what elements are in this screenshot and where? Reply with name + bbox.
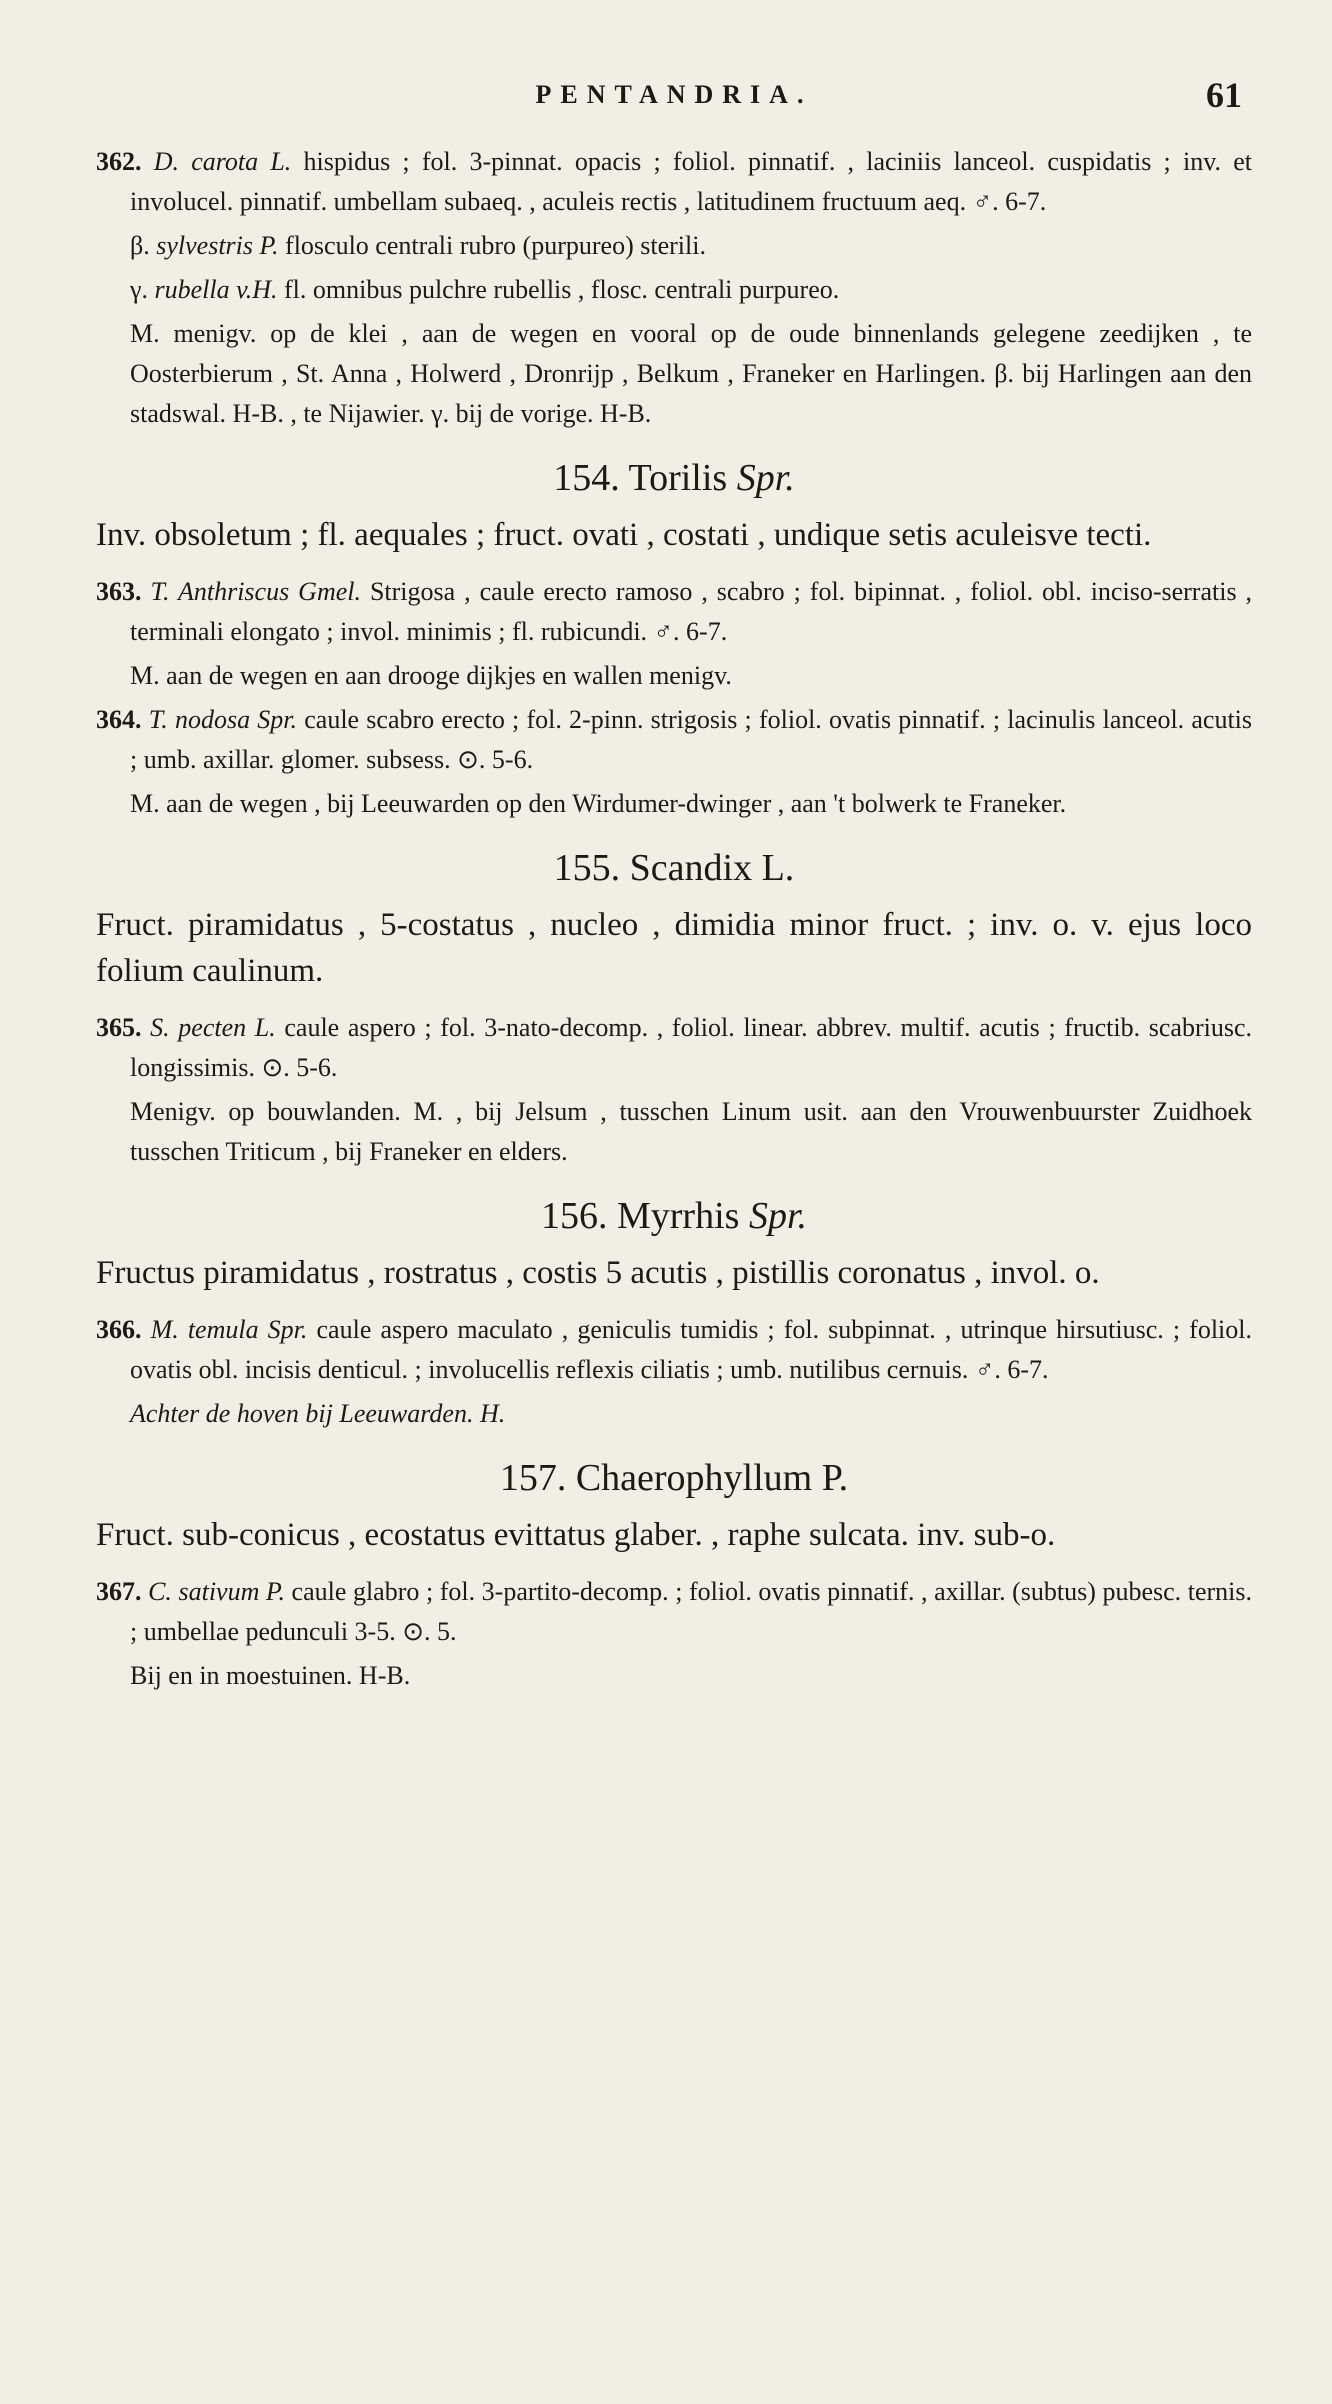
species-number: 363. (96, 577, 142, 606)
genus-title: 155. Scandix L. (553, 847, 795, 889)
species-number: 365. (96, 1013, 142, 1042)
species-entry (96, 1310, 1252, 1390)
genus-author: Spr. (736, 457, 795, 499)
genus-title: 154. Torilis (553, 457, 728, 499)
species-number: 362. (96, 147, 142, 176)
genus-description: Fruct. piramidatus , 5-costatus , nucleo , dimidia minor fruct. ; inv. o. v. ejus loco folium caulinum. (96, 907, 1252, 989)
locality-note: M. menigv. op de klei , aan de wegen en vooral op de oude binnenlands gelegene zeedijken , te Oosterbierum , St. Anna , Holwerd , Dronrijp , Belkum , Franeker en Harlingen. β. bij Harlingen aan den stadswal. H-B. , te Nijawier. γ. bij de vorige. H-B. (130, 319, 1252, 428)
species-diagnosis: caule glabro ; fol. 3-partito-decomp. ; foliol. ovatis pinnatif. , axillar. (subtus) pubesc. ternis. ; umbellae pedunculi 3-5. ⊙. 5. (130, 1577, 1253, 1646)
locality-note: Bij en in moestuinen. H-B. (130, 1661, 411, 1690)
genus-description: Inv. obsoletum ; fl. aequales ; fruct. ovati , costati , undique setis aculeisve tecti. (96, 517, 1152, 553)
species-number: 364. (96, 705, 142, 734)
genus-title: 157. Chaerophyllum P. (499, 1457, 849, 1499)
genus-heading (96, 1194, 1252, 1238)
species-name: S. pecten L. (150, 1013, 276, 1042)
species-diagnosis: hispidus ; fol. 3-pinnat. opacis ; foliol. pinnatif. , laciniis lanceol. cuspidatis ; inv. et involucel. pinnatif. umbellam subaeq. , aculeis rectis , latitudinem fructuum aeq. ♂. 6-7. (130, 147, 1253, 216)
variety-entry (96, 270, 1252, 310)
page-number: 61 (1206, 75, 1242, 115)
species-name: T. nodosa Spr. (148, 705, 298, 734)
species-number: 367. (96, 1577, 142, 1606)
running-head: PENTANDRIA. (535, 80, 813, 109)
species-diagnosis: caule aspero ; fol. 3-nato-decomp. , foliol. linear. abbrev. multif. acutis ; fructib. scabriusc. longissimis. ⊙. 5-6. (130, 1013, 1252, 1082)
species-name: T. Anthriscus Gmel. (150, 577, 361, 606)
variety-label: γ. (130, 275, 148, 304)
variety-entry (96, 226, 1252, 266)
species-number: 366. (96, 1315, 142, 1344)
locality-note: Menigv. op bouwlanden. M. , bij Jelsum , tusschen Linum usit. aan den Vrouwenbuurster Zuidhoek tusschen Triticum , bij Franeker en elders. (130, 1097, 1252, 1166)
species-entry (96, 142, 1252, 222)
species-name: M. temula Spr. (150, 1315, 308, 1344)
locality-note: M. aan de wegen , bij Leeuwarden op den Wirdumer-dwinger , aan 't bolwerk te Franeker. (130, 789, 1067, 818)
species-name: C. sativum P. (148, 1577, 285, 1606)
variety-name: sylvestris P. (156, 231, 279, 260)
genus-title: 156. Myrrhis (540, 1195, 740, 1237)
species-diagnosis: Strigosa , caule erecto ramoso , scabro ; fol. bipinnat. , foliol. obl. inciso-serratis , terminali elongato ; invol. minimis ; fl. rubicundi. ♂. 6-7. (130, 577, 1253, 646)
species-entry (96, 700, 1252, 780)
variety-description: flosculo centrali rubro (purpureo) sterili. (285, 231, 706, 260)
page-header (96, 70, 1252, 130)
genus-author: Spr. (748, 1195, 808, 1237)
genus-heading (96, 1456, 1252, 1500)
genus-heading (96, 846, 1252, 890)
genus-description: Fruct. sub-conicus , ecostatus evittatus glaber. , raphe sulcata. inv. sub-o. (96, 1517, 1056, 1553)
variety-description: fl. omnibus pulchre rubellis , flosc. centrali purpureo. (284, 275, 840, 304)
species-entry (96, 1008, 1252, 1088)
variety-name: rubella v.H. (154, 275, 278, 304)
species-entry (96, 572, 1252, 652)
species-diagnosis: caule aspero maculato , geniculis tumidis ; fol. subpinnat. , utrinque hirsutiusc. ; foliol. ovatis obl. incisis denticul. ; involucellis reflexis ciliatis ; umb. nutilibus cernuis. ♂. 6-7. (130, 1315, 1253, 1384)
species-entry (96, 1572, 1252, 1652)
variety-label: β. (130, 231, 150, 260)
species-name: D. carota L. (153, 147, 292, 176)
genus-heading (96, 456, 1252, 500)
locality-note: Achter de hoven bij Leeuwarden. H. (130, 1399, 506, 1428)
genus-description: Fructus piramidatus , rostratus , costis 5 acutis , pistillis coronatus , invol. o. (96, 1255, 1100, 1291)
species-diagnosis: caule scabro erecto ; fol. 2-pinn. strigosis ; foliol. ovatis pinnatif. ; lacinulis lanceol. acutis ; umb. axillar. glomer. subsess. ⊙. 5-6. (130, 705, 1253, 774)
locality-note: M. aan de wegen en aan drooge dijkjes en wallen menigv. (130, 661, 732, 690)
